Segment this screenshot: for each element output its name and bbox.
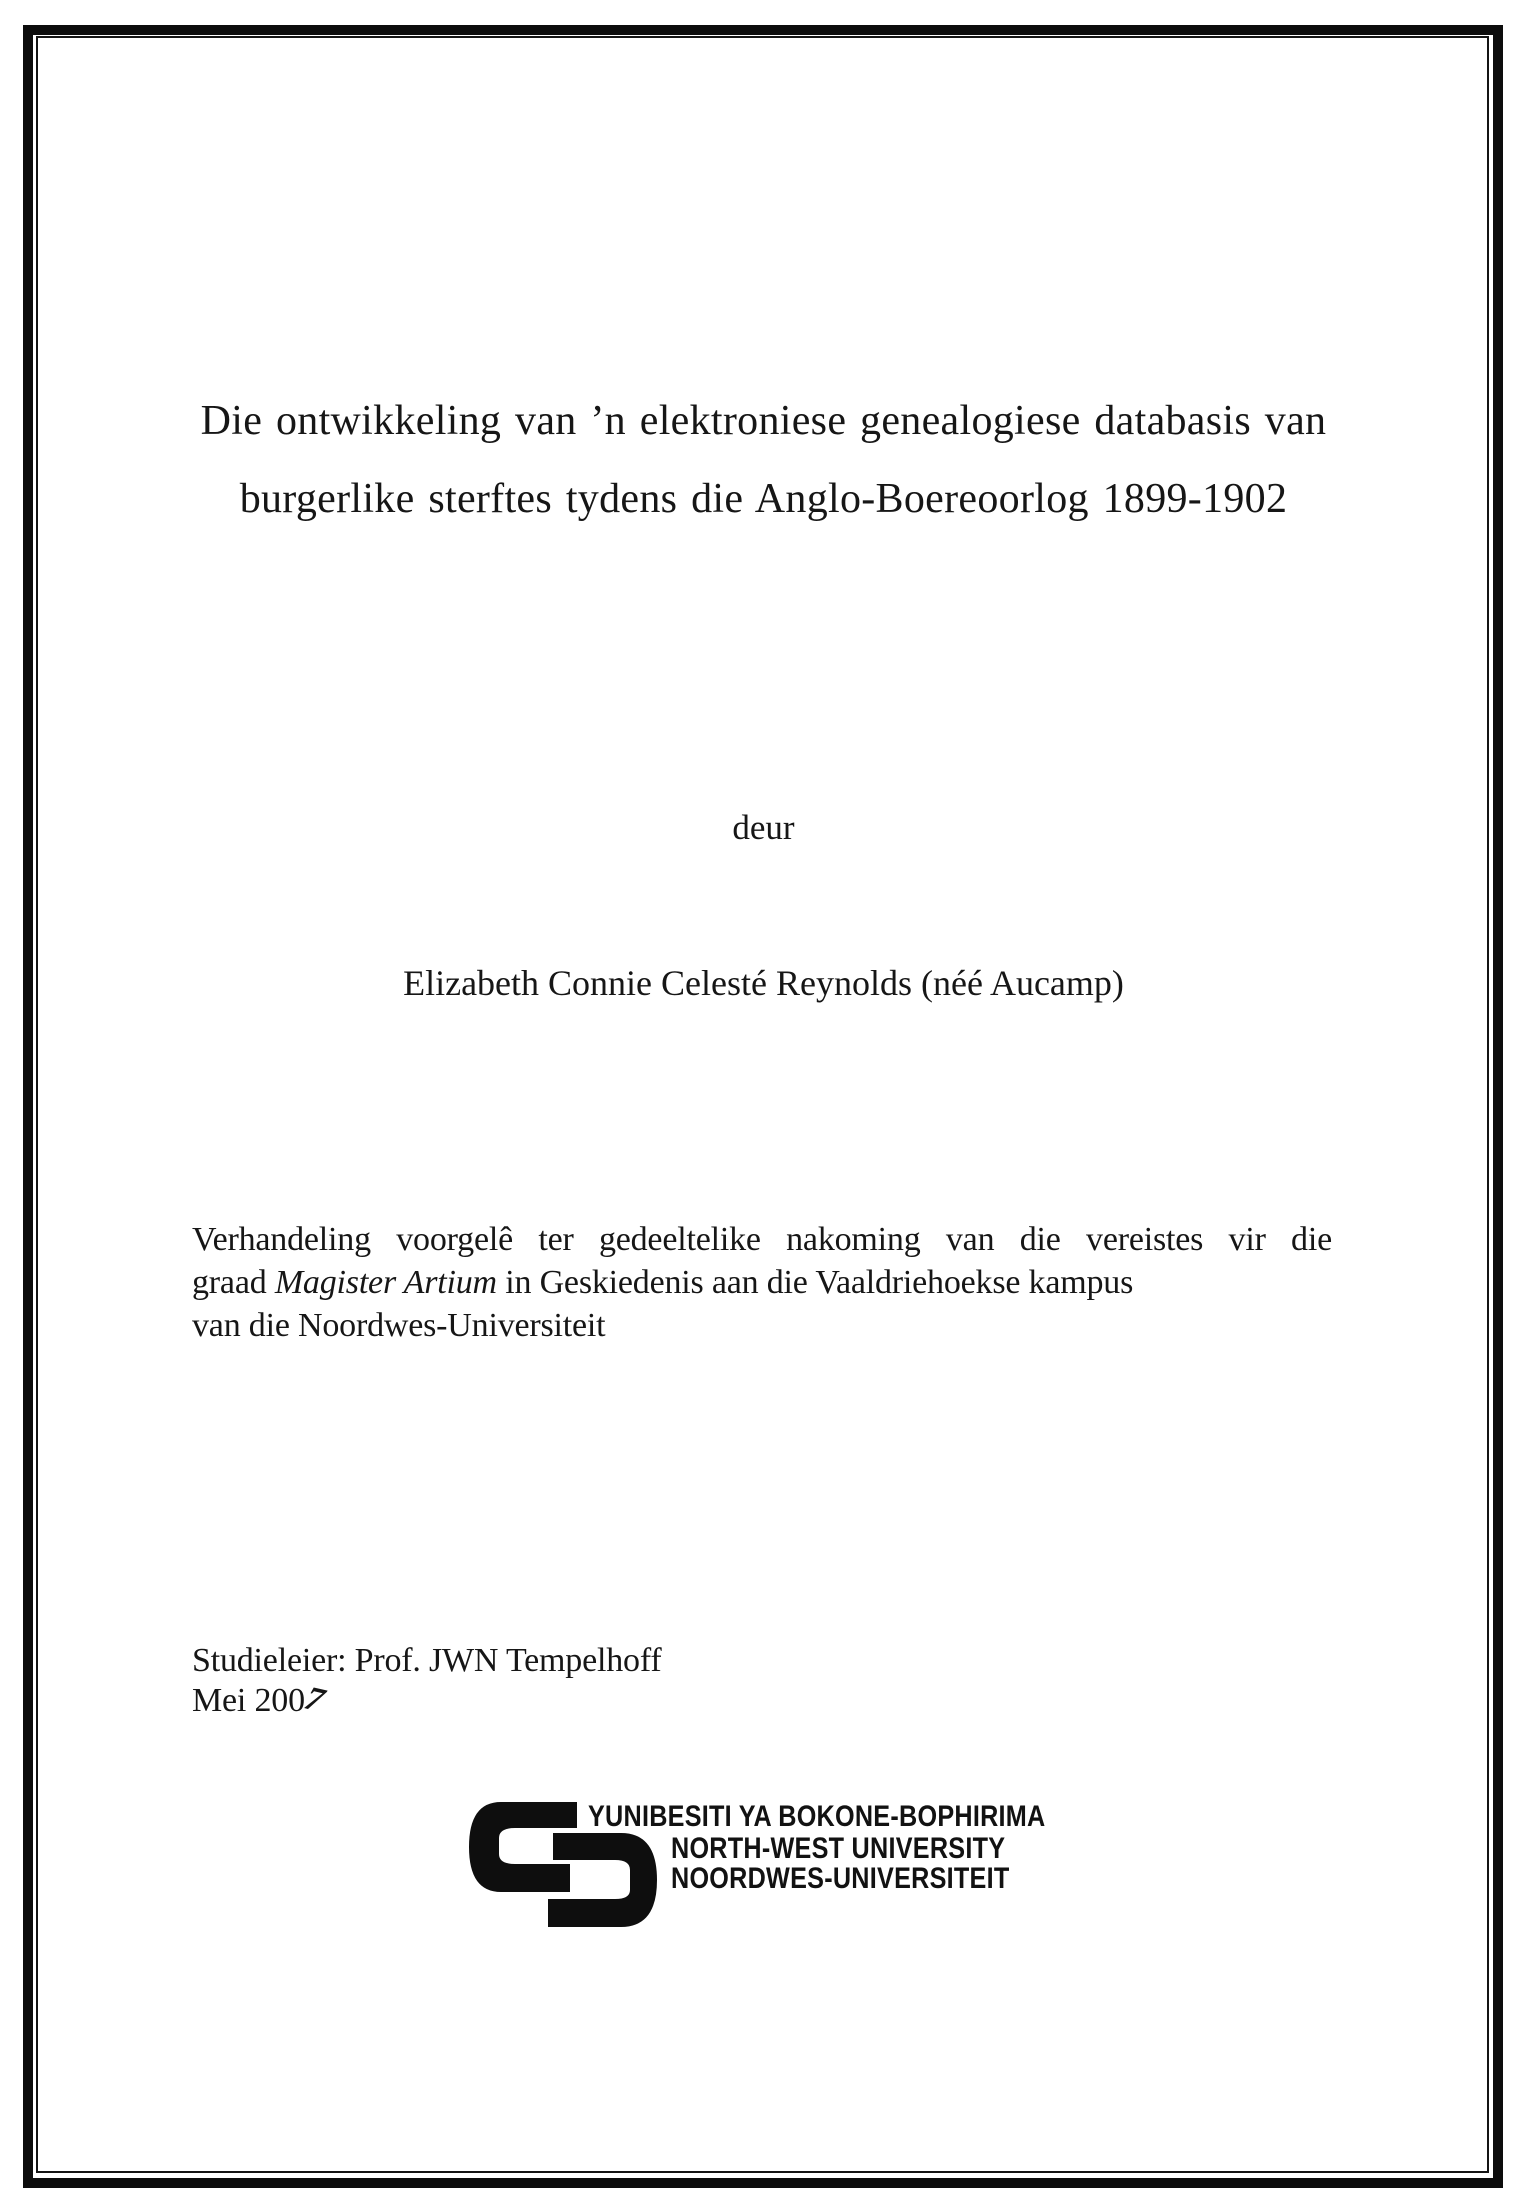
thesis-title-line2: burgerlike sterftes tydens die Anglo-Boereoorlog 1899-1902	[239, 476, 1288, 522]
logo-text-afrikaans: NOORDWES-UNIVERSITEIT	[671, 1862, 1010, 1895]
degree-statement-line2-prefix: graad	[192, 1264, 275, 1301]
degree-statement-line2-suffix: in Geskiedenis aan die Vaaldriehoekse kampus	[496, 1264, 1134, 1301]
supervisor-line: Studieleier: Prof. JWN Tempelhoff	[192, 1642, 662, 1679]
logo-text-setswana: YUNIBESITI YA BOKONE-BOPHIRIMA	[588, 1800, 1046, 1833]
date-line	[192, 1681, 661, 1721]
author-name: Elizabeth Connie Celesté Reynolds (néé Aucamp)	[403, 963, 1124, 1003]
date-prefix: Mei 200	[192, 1682, 305, 1719]
degree-name: Magister Artium	[274, 1264, 497, 1301]
degree-statement-line1: Verhandeling voorgelê ter gedeeltelike nakoming van die vereistes vir die	[192, 1221, 1332, 1258]
thesis-title-line1: Die ontwikkeling van ’n elektroniese genealogiese databasis van	[200, 398, 1327, 444]
thesis-title	[100, 382, 1427, 538]
degree-statement-line2	[192, 1261, 1332, 1304]
byline: deur	[732, 808, 795, 847]
supervisor-block	[192, 1641, 661, 1721]
logo-text-english: NORTH-WEST UNIVERSITY	[671, 1832, 1006, 1865]
degree-statement	[192, 1218, 1332, 1347]
degree-statement-line3: van die Noordwes-Universiteit	[192, 1307, 606, 1344]
date-last-digit: 7	[296, 1680, 332, 1719]
